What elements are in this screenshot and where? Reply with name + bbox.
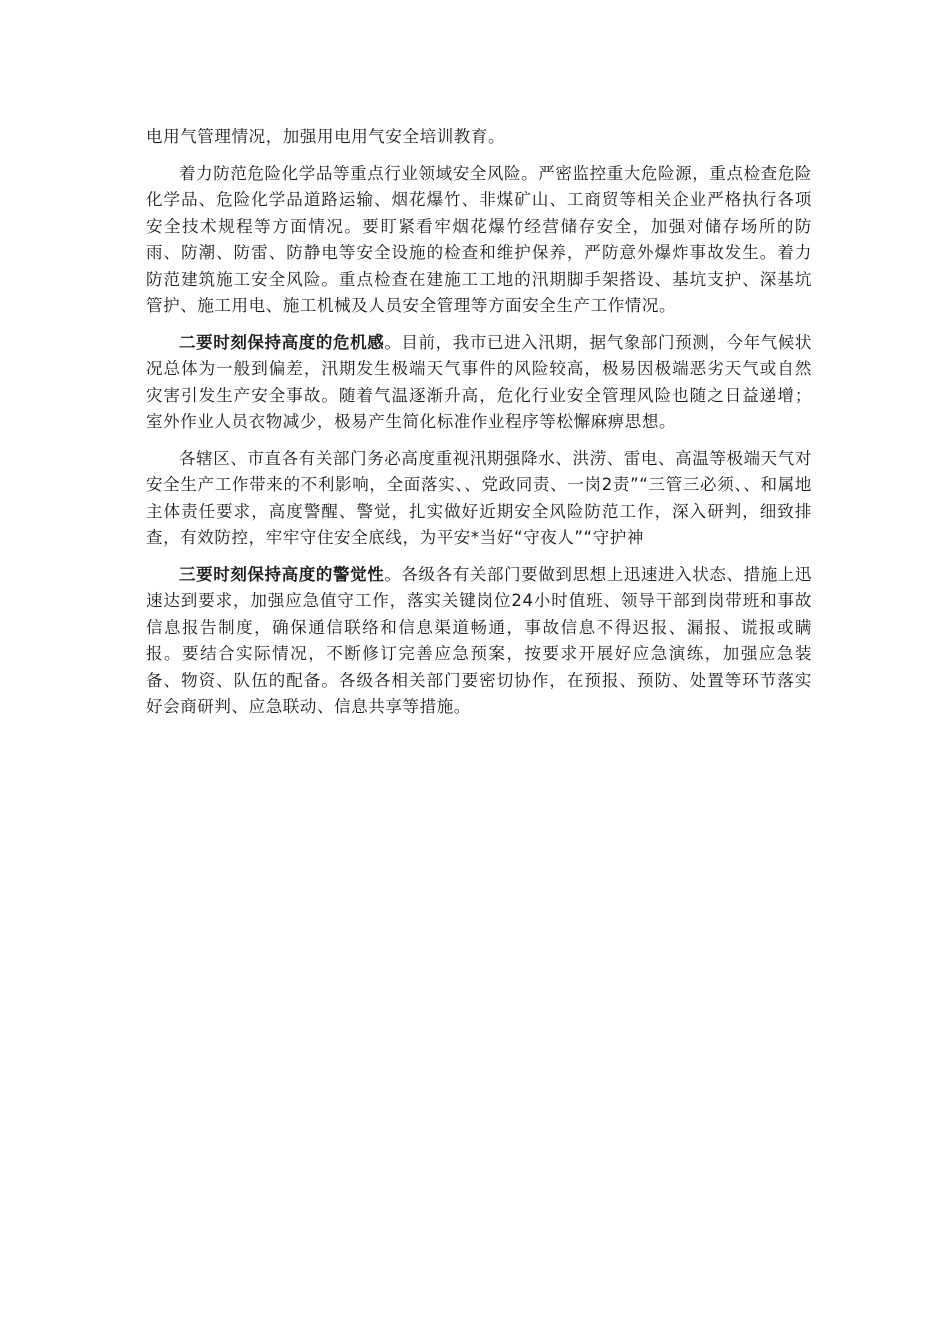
paragraph-continuation: [146, 124, 812, 151]
document-body: [146, 124, 812, 731]
paragraph-text: 各辖区、市直各有关部门务必高度重视汛期强降水、洪涝、雷电、高温等极端天气对安全生产工作带来的不利影响，全面落实、、党政同责、一岗2责”“三管三必须、、和属地主体责任要求，高度警醒、警觉，扎实做好近期安全风险防范工作，深入研判，细致排查，有效防控，牢牢守住安全底线，为平安*当好“守夜人”“守护神: [146, 448, 812, 547]
paragraph-text: 电用气管理情况，加强用电用气安全培训教育。: [146, 127, 506, 146]
paragraph-hazardous-chemicals: [146, 161, 812, 320]
paragraph-crisis-awareness: [146, 330, 812, 436]
paragraph-departments-responsibility: [146, 446, 812, 552]
paragraph-lead-heading: 二要时刻保持高度的危机感: [179, 332, 385, 352]
paragraph-text: 。各级各有关部门要做到思想上迅速进入状态、措施上迅速达到要求，加强应急值守工作，落实关键岗位24小时值班、领导干部到岗带班和事故信息报告制度，确保通信联络和信息渠道畅通，事故信息不得迟报、漏报、谎报或瞒报。要结合实际情况，不断修订完善应急预案，按要求开展好应急演练，加强应急装备、物资、队伍的配备。各级各相关部门要密切协作，在预报、预防、处置等环节落实好会商研判、应急联动、信息共享等措施。: [146, 564, 813, 716]
paragraph-text: 。目前，我市已进入汛期，据气象部门预测，今年气候状况总体为一般到偏差，汛期发生极端天气事件的风险较高，极易因极端恶劣天气或自然灾害引发生产安全事故。随着气温逐渐升高，危化行业安全管理风险也随之日益递增；室外作业人员衣物减少，极易产生简化标准作业程序等松懈麻痹思想。: [146, 332, 813, 431]
paragraph-lead-heading: 三要时刻保持高度的警觉性: [179, 564, 385, 584]
paragraph-vigilance: [146, 562, 812, 721]
paragraph-text: 着力防范危险化学品等重点行业领域安全风险。严密监控重大危险源，重点检查危险化学品、危险化学品道路运输、烟花爆竹、非煤矿山、工商贸等相关企业严格执行各项安全技术规程等方面情况。要盯紧看牢烟花爆竹经营储存安全，加强对储存场所的防雨、防潮、防雷、防静电等安全设施的检查和维护保养，严防意外爆炸事故发生。着力防范建筑施工安全风险。重点检查在建施工工地的汛期脚手架搭设、基坑支护、深基坑管护、施工用电、施工机械及人员安全管理等方面安全生产工作情况。: [146, 163, 812, 315]
